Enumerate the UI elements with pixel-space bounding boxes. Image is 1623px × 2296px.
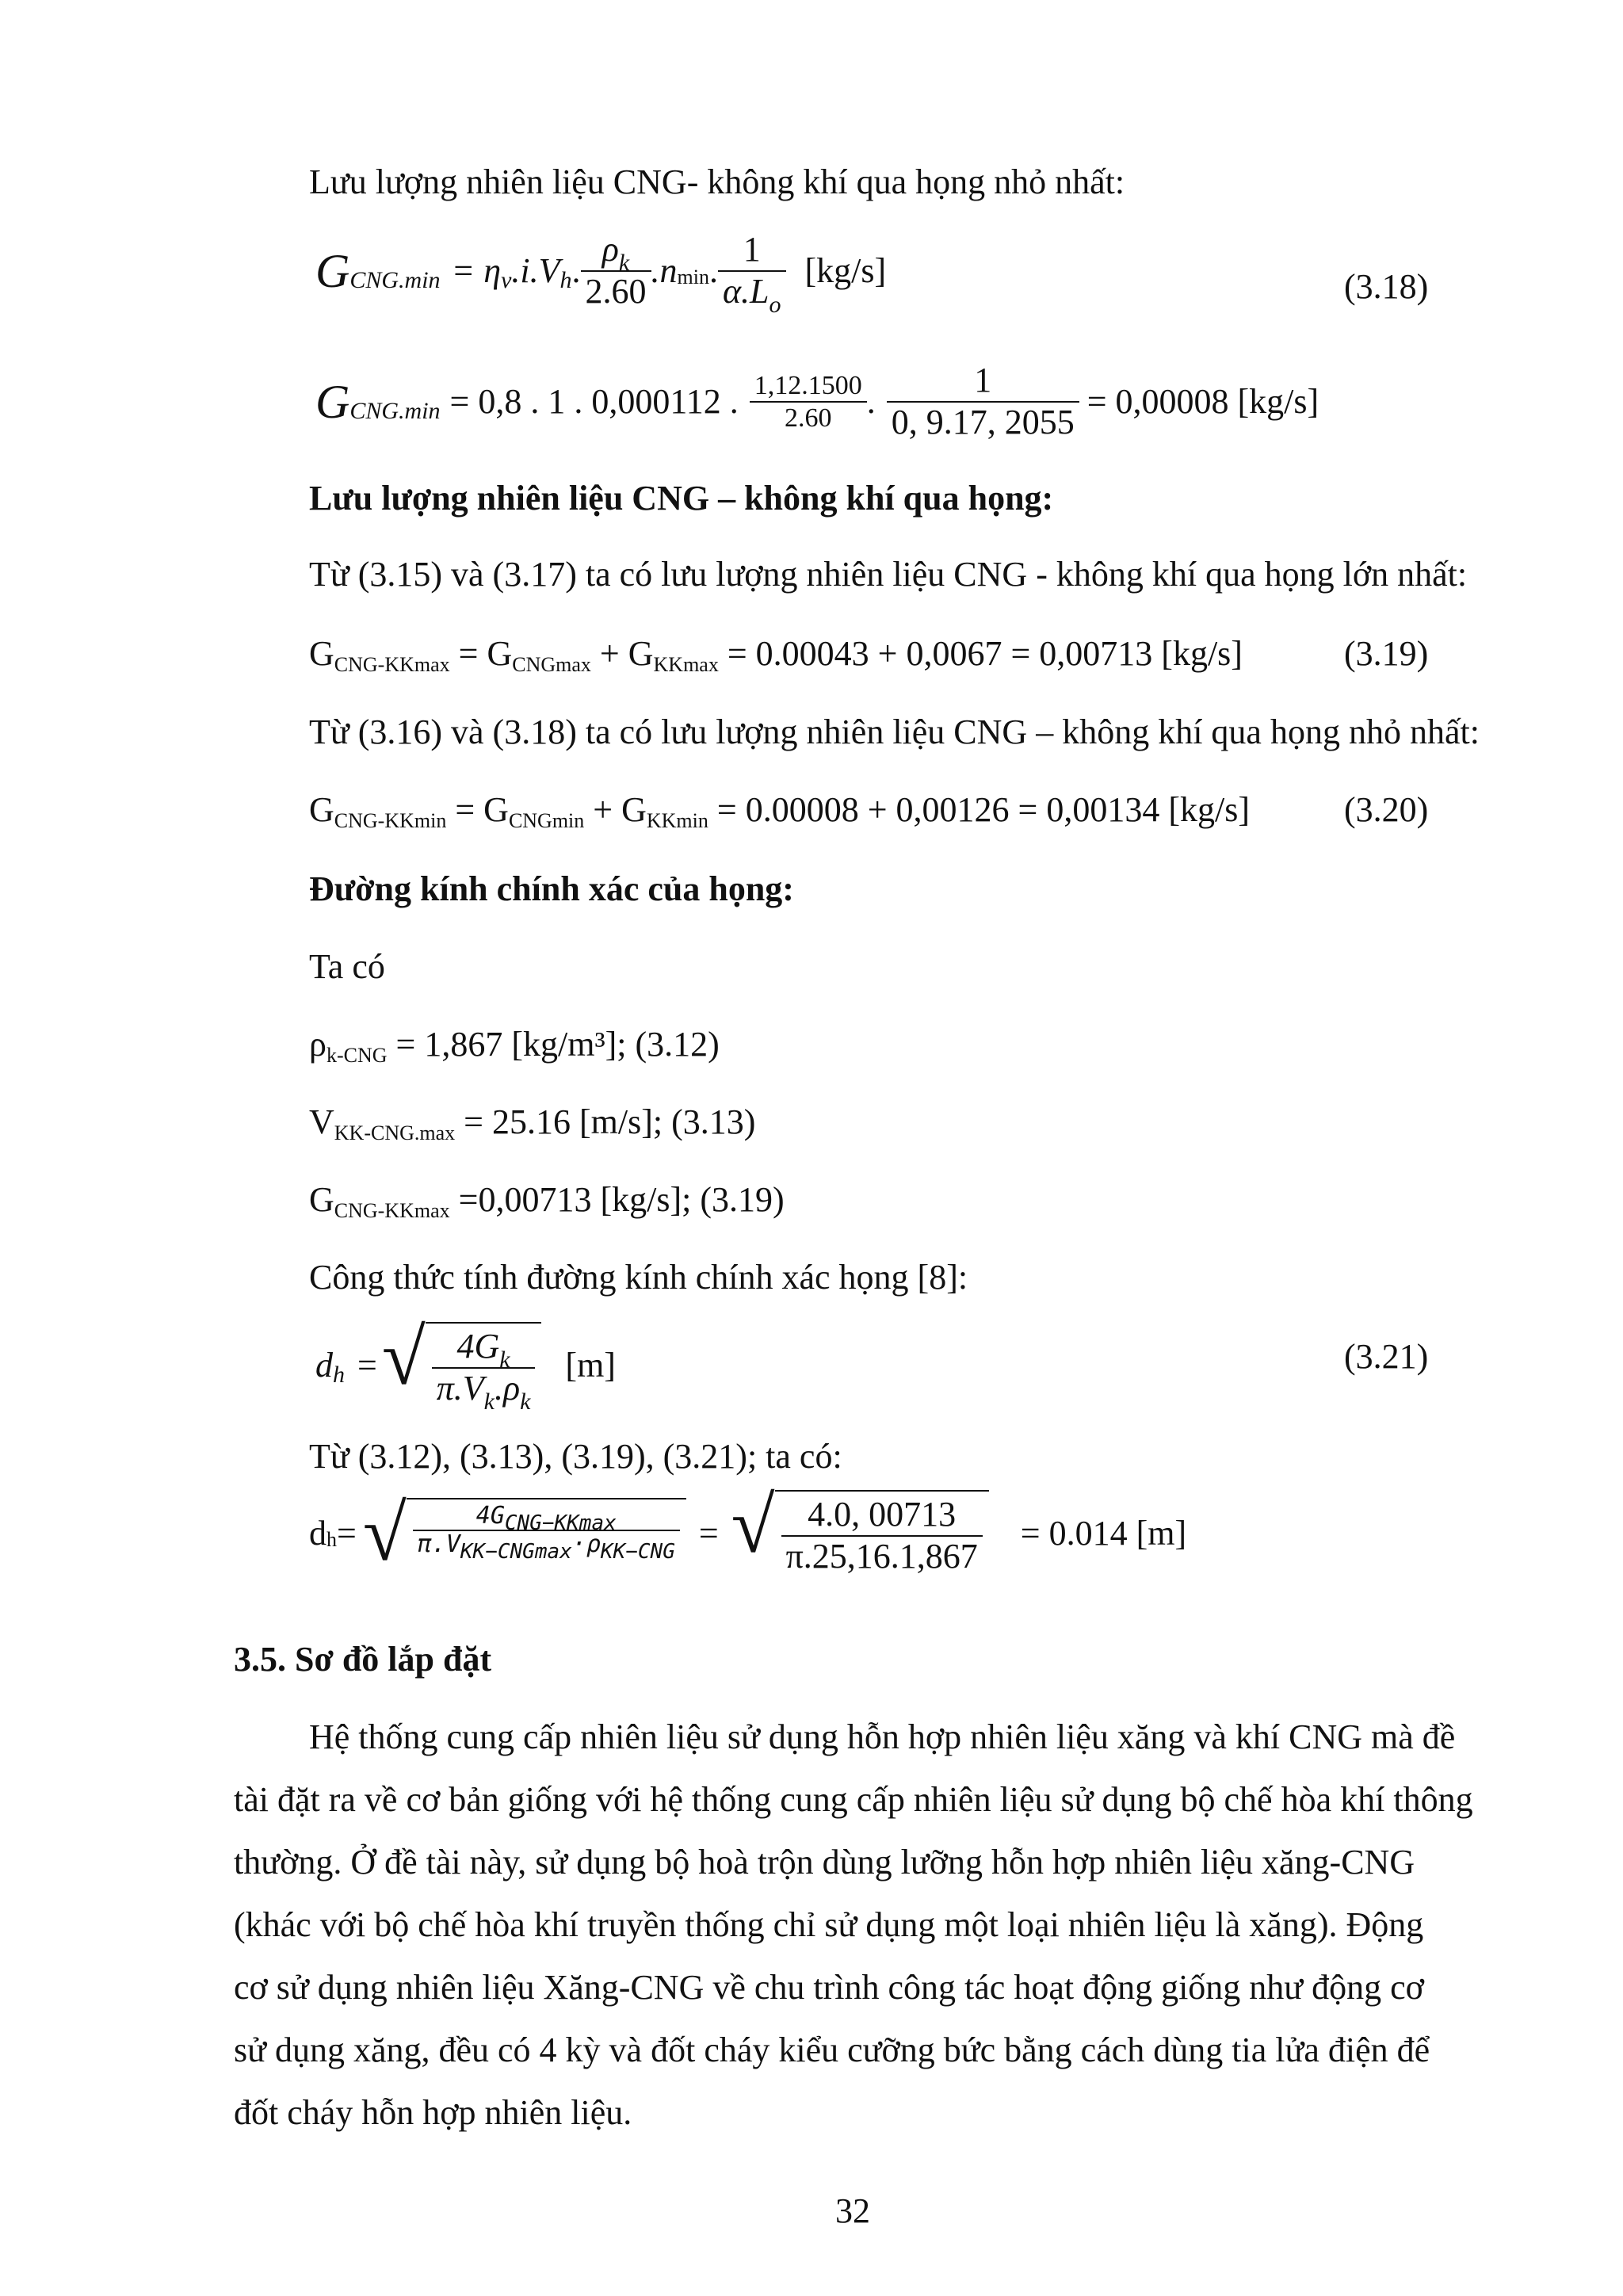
eq-text: = (698, 1513, 719, 1553)
section-heading: Đường kính chính xác của họng: (309, 869, 794, 908)
square-root (362, 1488, 686, 1577)
eq-subscript: k (483, 1388, 495, 1415)
eq-subscript: CNG-KKmax (334, 1199, 450, 1222)
eq-subscript: KK-CNG.max (334, 1121, 456, 1144)
eq-symbol: d (315, 1345, 333, 1385)
radical-sign: √ (362, 1488, 407, 1577)
paragraph-line: sử dụng xăng, đều có 4 kỳ và đốt cháy kiểu cưỡng bức bằng cách dùng tia lửa điện để (234, 2030, 1430, 2069)
eq-subscript: CNGmax (512, 653, 591, 676)
eq-text: . (708, 250, 718, 290)
eq-text: + G (590, 634, 654, 673)
paragraph-line: đốt cháy hỗn hợp nhiên liệu. (234, 2093, 632, 2132)
eq-subscript: CNG.min (349, 397, 441, 424)
eq-text: .n (651, 250, 678, 290)
eq-symbol: ρ (309, 1025, 327, 1064)
equation-label: (3.18) (1344, 267, 1429, 306)
eq-text: = (337, 1513, 357, 1553)
eq-text: .ρ (494, 1368, 521, 1408)
eq-text: π.V (436, 1368, 484, 1408)
eq-subscript: KK−CNG (600, 1540, 675, 1564)
eq-text: 4G (456, 1327, 500, 1366)
fraction (581, 230, 651, 311)
paragraph-line: (khác với bộ chế hòa khí truyền thống chỉ sử dụng một loại nhiên liệu là xăng). Động (234, 1905, 1424, 1944)
eq-text: .i.V (511, 250, 560, 290)
equation-label: (3.20) (1344, 790, 1429, 829)
text-line: Lưu lượng nhiên liệu CNG- không khí qua họng nhỏ nhất: (309, 162, 1125, 201)
eq-text: = 0.00043 + 0,0067 = 0,00713 [kg/s] (718, 634, 1243, 673)
text-line: Từ (3.12), (3.13), (3.19), (3.21); ta có: (309, 1437, 842, 1476)
eq-subscript: CNG−KKmax (504, 1511, 617, 1535)
equation-3-18 (315, 230, 887, 318)
fraction (413, 1501, 680, 1564)
eq-symbol: ρ (601, 230, 619, 269)
eq-subscript: k-CNG (326, 1044, 388, 1067)
eq-text: ·ρ (571, 1530, 601, 1559)
page-number: 32 (835, 2191, 870, 2230)
eq-subscript: h (327, 1527, 337, 1551)
paragraph-line: cơ sử dụng nhiên liệu Xăng-CNG về chu trình công tác hoạt động giống như động cơ (234, 1968, 1424, 2007)
equation-3-19 (309, 634, 1243, 676)
eq-text: 2.60 (784, 403, 832, 433)
square-root (381, 1313, 542, 1415)
eq-symbol: G (309, 1180, 334, 1219)
radical-sign: √ (381, 1313, 426, 1401)
eq-subscript: KKmax (653, 653, 719, 676)
eq-symbol: d (309, 1513, 327, 1553)
eq-subscript: o (769, 291, 781, 318)
equation-label: (3.19) (1344, 634, 1429, 673)
eq-subscript: CNG-KKmax (334, 653, 450, 676)
text-line: Công thức tính đường kính chính xác họng [8]: (309, 1258, 968, 1297)
eq-subscript: CNG-KKmin (334, 809, 447, 832)
eq-text: π.25,16.1,867 (785, 1536, 978, 1576)
eq-text: G (309, 634, 334, 673)
fraction (750, 370, 867, 434)
fraction (718, 230, 786, 318)
eq-text: = 0.00008 + 0,00126 = 0,00134 [kg/s] (708, 790, 1250, 829)
fraction (781, 1495, 983, 1576)
equation-3-18-numeric (315, 361, 1319, 442)
value-flow (309, 1180, 785, 1222)
eq-text: π.V (417, 1530, 460, 1559)
eq-subscript: KK−CNGmax (460, 1540, 572, 1564)
text-line: Từ (3.15) và (3.17) ta có lưu lượng nhiên liệu CNG - không khí qua họng lớn nhất: (309, 555, 1468, 594)
eq-text: . (866, 381, 876, 421)
eq-subscript: CNG.min (349, 266, 441, 293)
eq-subscript: CNGmin (508, 809, 585, 832)
eq-symbol: V (309, 1102, 334, 1141)
eq-subscript: h (333, 1361, 345, 1388)
equation-3-21 (315, 1313, 616, 1415)
eq-text: 0, 9.17, 2055 (891, 402, 1075, 441)
eq-subscript: k (520, 1388, 531, 1415)
eq-subscript: v (501, 266, 512, 293)
eq-symbol: α.L (722, 271, 769, 311)
eq-unit: [kg/s] (804, 250, 887, 290)
eq-subscript: k (499, 1347, 510, 1373)
eq-text: + G (584, 790, 647, 829)
eq-text: 4G (475, 1501, 505, 1530)
eq-symbol: G (315, 244, 350, 297)
eq-subscript: KKmin (646, 809, 708, 832)
text-line: Từ (3.16) và (3.18) ta có lưu lượng nhiên liệu CNG – không khí qua họng nhỏ nhất: (309, 712, 1480, 751)
eq-unit: [m] (565, 1345, 616, 1385)
paragraph-line: Hệ thống cung cấp nhiên liệu sử dụng hỗn hợp nhiên liệu xăng và khí CNG mà đề (309, 1717, 1456, 1756)
section-heading: Lưu lượng nhiên liệu CNG – không khí qua họng: (309, 479, 1054, 518)
eq-text: =0,00713 [kg/s]; (3.19) (449, 1180, 785, 1219)
eq-subscript: h (559, 266, 572, 293)
paragraph-line: tài đặt ra về cơ bản giống với hệ thống cung cấp nhiên liệu sử dụng bộ chế hòa khí thông (234, 1780, 1473, 1819)
paragraph-line: thường. Ở đề tài này, sử dụng bộ hoà trộn dùng lưỡng hỗn hợp nhiên liệu xăng-CNG (234, 1843, 1415, 1881)
fraction (887, 361, 1079, 442)
eq-text: = 0,8 . 1 . 0,000112 . (449, 381, 739, 421)
eq-text: = 25.16 [m/s]; (3.13) (455, 1102, 756, 1141)
eq-text: = G (449, 634, 513, 673)
equation-dh-computation (309, 1481, 1187, 1577)
eq-text: . (571, 250, 581, 290)
eq-text: = 0,00008 [kg/s] (1086, 381, 1319, 421)
eq-text: 1,12.1500 (754, 370, 862, 400)
eq-text: = 0.014 [m] (1020, 1513, 1187, 1553)
eq-symbol: G (315, 375, 350, 428)
equation-label: (3.21) (1344, 1337, 1429, 1376)
eq-text: = η (451, 250, 502, 290)
eq-text: 2.60 (585, 271, 647, 311)
eq-text: 1 (743, 230, 761, 269)
eq-text: 4.0, 00713 (808, 1495, 957, 1534)
value-velocity (309, 1102, 756, 1144)
eq-text: 1 (974, 361, 992, 399)
section-heading: 3.5. Sơ đồ lắp đặt (234, 1640, 492, 1679)
eq-text: = (357, 1345, 377, 1385)
value-rho (309, 1025, 720, 1067)
square-root (731, 1481, 989, 1576)
fraction (432, 1327, 536, 1415)
eq-text: G (309, 790, 334, 829)
text-line: Ta có (309, 947, 385, 986)
radical-sign: √ (731, 1481, 775, 1569)
eq-subscript: k (618, 250, 630, 276)
eq-text: = 1,867 [kg/m³]; (3.12) (387, 1025, 720, 1064)
eq-text: = G (446, 790, 509, 829)
equation-3-20 (309, 790, 1250, 832)
eq-subscript: min (677, 265, 709, 288)
